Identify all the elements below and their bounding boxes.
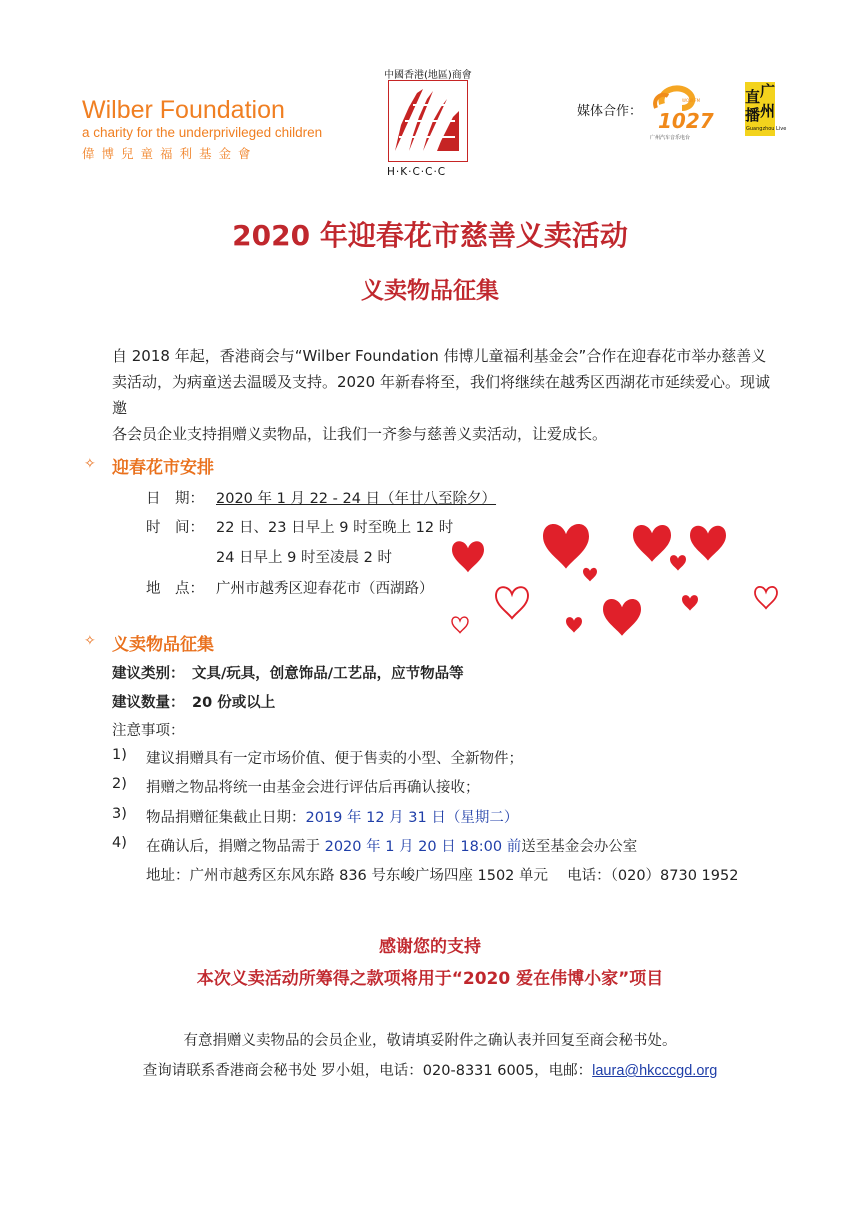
note-text-part: 物品捐赠征集截止日期： (146, 810, 306, 826)
gz-english-name: Guangzhou Live (746, 126, 787, 132)
quantity-label: 建议数量： (112, 695, 185, 711)
hearts-decoration (440, 515, 800, 645)
note-text-part: 建议捐赠具有一定市场价值、便于售卖的小型、全新物件； (146, 751, 523, 767)
place-value: 广州市越秀区迎春花市（西湖路） (216, 581, 434, 597)
sparkle-bullet-icon: ✧ (84, 633, 96, 649)
sparkle-bullet-icon: ✧ (84, 456, 96, 472)
note-text-part: 捐赠之物品将统一由基金会进行评估后再确认接收； (146, 780, 480, 796)
contact-email-link[interactable]: laura@hkcccgd.org (592, 1063, 718, 1079)
fund-usage-note: 本次义卖活动所筹得之款项将用于“2020 爱在伟博小家”项目 (196, 969, 664, 989)
footer-contact (0, 1059, 860, 1080)
heart-icon (496, 587, 528, 618)
date-value: 2020 年 1 月 22 - 24 日（年廿八至除夕） (216, 491, 497, 507)
note-text (146, 806, 518, 827)
wilber-foundation-subtitle: a charity for the underprivileged children (82, 125, 323, 140)
gz-char-3: 播 (745, 106, 761, 124)
note-text (146, 747, 523, 768)
section-heading-flower-fair: 迎春花市安排 (112, 458, 214, 478)
heart-icon (452, 617, 468, 633)
thanks-heading: 感谢您的支持 (379, 937, 481, 957)
note-number: 2) (112, 776, 127, 792)
time-value-1: 22 日、23 日早上 9 时至晚上 12 时 (216, 520, 454, 536)
gz-char-1: 直 (745, 88, 761, 106)
heart-icon (670, 555, 686, 571)
heart-icon (566, 617, 582, 633)
wilber-foundation-title: Wilber Foundation (82, 96, 285, 124)
hkccc-logo (388, 80, 468, 162)
main-title: 2020 年迎春花市慈善义卖活动 (232, 219, 628, 252)
intro-line: 卖活动，为病童送去温暖及支持。2020 年新春将至，我们将继续在越秀区西湖花市延续爱心。现诚邀 (112, 373, 770, 417)
heart-icon (543, 524, 589, 569)
category-value: 文具/玩具，创意饰品/工艺品，应节物品等 (192, 666, 464, 682)
time-value-2: 24 日早上 9 时至凌晨 2 时 (216, 550, 392, 566)
time-label: 时 间： (146, 520, 204, 536)
footer-instruction: 有意捐赠义卖物品的会员企业，敬请填妥附件之确认表并回复至商会秘书处。 (183, 1033, 677, 1049)
contact-text: 查询请联系香港商会秘书处 罗小姐，电话：020-8331 6005，电邮： (142, 1063, 593, 1079)
radio-station-name: 广州汽车音乐电台 (650, 135, 691, 141)
quantity-value: 20 份或以上 (192, 695, 276, 711)
delivery-deadline: 2020 年 1 月 20 日 18:00 前 (324, 839, 522, 855)
intro-line: 自 2018 年起，香港商会与“Wilber Foundation 伟博儿童福利基金会”合作在迎春花市举办慈善义 (112, 347, 767, 365)
heart-icon (452, 541, 484, 572)
note-text-part: 在确认后，捐赠之物品需于 (146, 839, 325, 855)
heart-icon (633, 525, 671, 562)
radio-fm-label: WOW FM (682, 98, 701, 103)
note-text-part: 送至基金会办公室 (521, 839, 638, 855)
radio-swirl-icon (648, 84, 714, 134)
section-heading-item-collection: 义卖物品征集 (112, 635, 214, 655)
heart-icon (690, 526, 726, 561)
note-number: 1) (112, 747, 127, 763)
intro-paragraph (112, 343, 772, 447)
note-text (146, 776, 480, 797)
office-address: 地址：广州市越秀区东风东路 836 号东峻广场四座 1502 单元 电话：（020）8730 1952 (146, 868, 739, 884)
hkccc-logo-letters: H·K·C·C·C (387, 166, 447, 178)
category-label: 建议类别： (112, 666, 185, 682)
gz-char-4: 州 (760, 102, 776, 120)
note-text (146, 835, 637, 856)
place-label: 地 点： (146, 581, 204, 597)
wilber-foundation-chinese-name: 偉博兒童福利基金會 (82, 146, 258, 161)
hkccc-logo-caption: 中國香港(地區)商會 (384, 70, 472, 81)
gz-char-2: 广 (760, 82, 776, 100)
deadline-date: 2019 年 12 月 31 日（星期二） (305, 810, 519, 826)
note-number: 4) (112, 835, 127, 851)
sub-title: 义卖物品征集 (361, 278, 499, 304)
notes-label: 注意事项： (112, 723, 185, 739)
heart-icon (583, 568, 597, 582)
note-number: 3) (112, 806, 127, 822)
heart-icon (682, 595, 698, 611)
media-partner-label: 媒体合作： (577, 104, 643, 119)
hkccc-junk-sail-icon (389, 81, 466, 160)
heart-icon (603, 599, 641, 636)
intro-line: 各会员企业支持捐赠义卖物品，让我们一齐参与慈善义卖活动，让爱成长。 (112, 425, 608, 443)
date-label: 日 期： (146, 491, 204, 507)
guangzhou-live-logo (745, 82, 787, 136)
radio-number: 1027 (658, 109, 714, 133)
heart-icon (755, 587, 777, 608)
